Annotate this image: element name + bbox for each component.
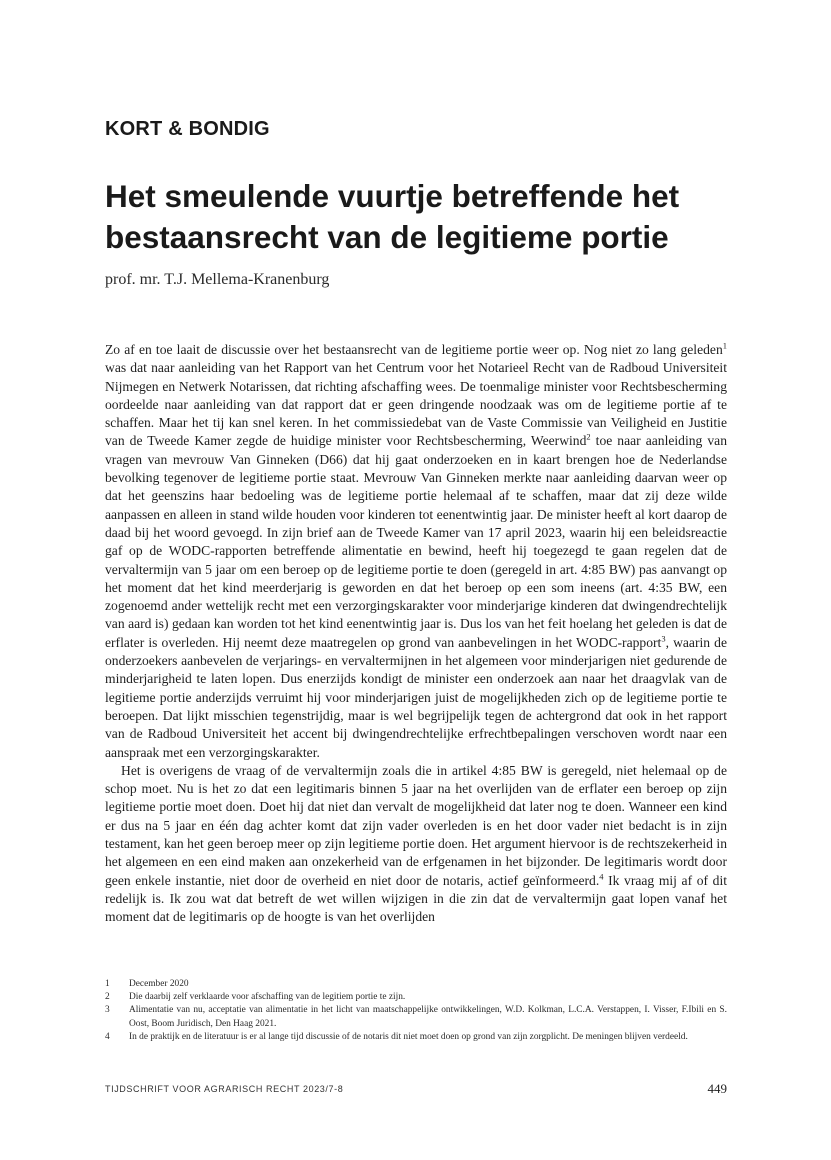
footnote-number: 4 <box>105 1031 110 1042</box>
footnote <box>105 978 727 991</box>
section-kicker: KORT & BONDIG <box>105 118 270 140</box>
article-title: Het smeulende vuurtje betreffende het bestaansrecht van de legitieme portie <box>105 178 680 255</box>
footnote-ref-2[interactable]: 2 <box>586 431 591 442</box>
footnote-text: In de praktijk en de literatuur is er al lange tijd discussie of de notaris dit niet moet doen op grond van zijn zorgplicht. De meningen blijven verdeeld. <box>129 1031 688 1042</box>
footnote-ref-3[interactable]: 3 <box>661 633 666 644</box>
footnote <box>105 991 727 1004</box>
footnote <box>105 1004 727 1030</box>
article-body <box>105 341 727 927</box>
article-author: prof. mr. T.J. Mellema-Kranenburg <box>105 271 330 288</box>
paragraph-2: Het is overigens de vraag of de vervaltermijn zoals die in artikel 4:85 BW is geregeld, niet helemaal op de schop moet. Nu is het zo dat een legitimaris binnen 5 jaar na het overlijden van de erflater een beroep op zijn legitieme portie moet doen. Doet hij dat niet dan vervalt de mogelijkheid dat later nog te doen. Wanneer een kind er dus na 5 jaar en één dag achter komt dat zijn vader overleden is en het door vader niet bedacht is in zijn testament, kan het geen beroep meer op zijn legitieme portie doen. Het argument hiervoor is de rechtszekerheid in het algemeen en een eind maken aan onzekerheid van de erfgenamen in het bijzonder. De legitimaris wordt door geen enkele instantie, niet door de overheid en niet door de notaris, actief geïnformeerd.$^4$ Ik vraag mij af of dit redelijk is. Ik zou wat dat betreft de wet willen wijzigen in die zin dat de vervaltermijn gaat lopen vanaf het moment dat de legitimaris op de hoogte is van het overlijden <box>105 762 727 925</box>
footnote-number: 1 <box>105 979 110 989</box>
journal-name: TIJDSCHRIFT VOOR AGRARISCH RECHT 2023/7-8 <box>105 1084 344 1094</box>
footnote-number: 2 <box>105 992 110 1003</box>
footnote-ref-4[interactable]: 4 <box>599 871 604 882</box>
footnote-text: Alimentatie van nu, acceptatie van alimentatie in het licht van maatschappelijke ontwikkelingen, W.D. Kolkman, L.C.A. Verstappen, I. Visser, F.Ibili en S. Oost, Boom Juridisch, Den Haag 2021. <box>129 1005 727 1029</box>
footnote-text: December 2020 <box>129 979 189 989</box>
footnote-number: 3 <box>105 1005 110 1016</box>
footnote <box>105 1031 727 1044</box>
footnote-text: Die daarbij zelf verklaarde voor afschaffing van de legitiem portie te zijn. <box>129 992 406 1003</box>
footnotes <box>105 978 727 1044</box>
page-number: 449 <box>707 1081 727 1096</box>
paragraph-1: Zo af en toe laait de discussie over het bestaansrecht van de legitieme portie weer op. Nog niet zo lang geleden$^1$ was dat naar aanleiding van het Rapport van het Centrum voor het Notarieel Recht van de Radboud Universiteit Nijmegen en Netwerk Notarissen, dat richting afschaffing wees. De toenmalige minister voor Rechtsbescherming oordeelde naar aanleiding van dat rapport dat er geen dringende noodzaak was om de legitieme portie af te schaffen. Maar het tij kan snel keren. In het commissiedebat van de Vaste Commissie van Veiligheid en Justitie van de Tweede Kamer zegde de huidige minister voor Rechtsbescherming, Weerwind$^2$ toe naar aanleiding van vragen van mevrouw Van Ginneken (D66) dat hij gaat onderzoeken en in kaart brengen hoe de Nederlandse bevolking tegenover de legitieme portie staat. Mevrouw Van Ginneken merkte naar aanleiding daarvan weer op dat het geenszins haar bedoeling was de legitieme portie helemaal af te schaffen, maar dat zij deze wilde aanpassen en alleen in stand wilde houden voor kinderen tot eenentwintig jaar. De minister heeft al kort daarop de daad bij het woord gevoegd. In zijn brief aan de Tweede Kamer van 17 april 2023, waarin hij een beleidsreactie gaf op de WODC-rapporten betreffende alimentatie en bewind, heeft hij toegezegd te gaan regelen dat de vervaltermijn van 5 jaar om een beroep op de legitieme portie te doen (geregeld in art. 4:85 BW) pas aanvangt op het moment dat het kind meerderjarig is geworden en dat het beroep op een som ineens (art. 4:35 BW, een zogenoemd ander wettelijk recht met een verzorgingskarakter voor minderjarige kinderen dat dwingendrechtelijk van aard is) gedaan kan worden tot het kind eenentwintig jaar is. Dus los van het feit hoelang het geleden is dat de erflater is overleden. Hij neemt deze maatregelen op grond van aanbevelingen in het WODC-rapport$^3$, waarin de onderzoekers aanbevelen de verjarings- en vervaltermijnen in het algemeen voor minderjarigen niet gedurende de minderjarigheid te laten lopen. Dus enerzijds kondigt de minister een onderzoek aan naar het draagvlak van de legitieme portie anderzijds verruimt hij voor minderjarigen juist de mogelijkheden zich op de legitieme portie te beroepen. Dat lijkt misschien tegenstrijdig, maar is wel begrijpelijk tegen de achtergrond dat ook in het rapport van de Radboud Universiteit het accent bij dwingendrechtelijke erfrechtbepalingen verschoven wordt naar een aanspraak met een verzorgingskarakter. <box>105 340 727 760</box>
footnote-ref-1[interactable]: 1 <box>722 340 727 351</box>
